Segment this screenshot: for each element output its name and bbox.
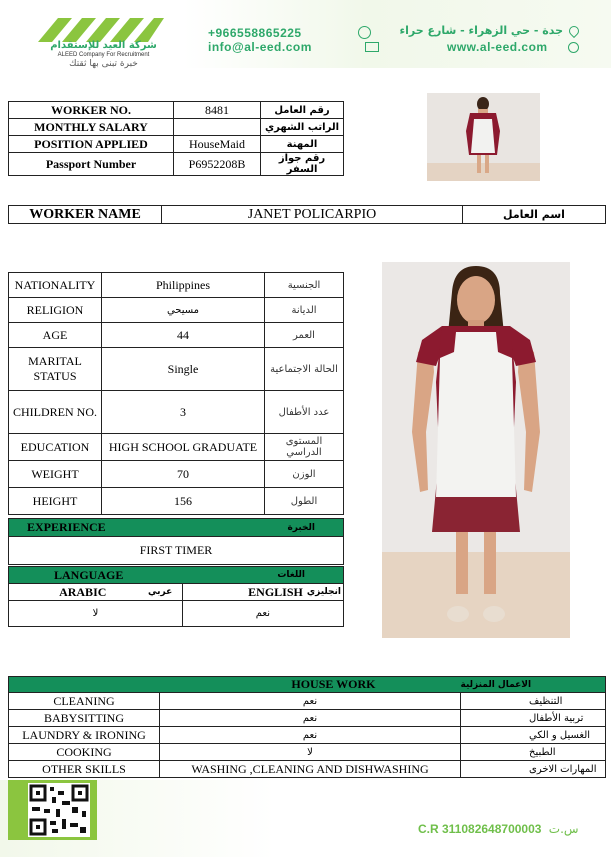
summary-label: MONTHLY SALARY <box>9 119 174 136</box>
detail-label: EDUCATION <box>9 434 102 461</box>
table-row <box>9 677 606 693</box>
table-row <box>9 710 606 727</box>
company-slogan: خبرة تبنى بها ثقتك <box>69 59 138 69</box>
detail-label-ar: العمر <box>265 323 344 348</box>
language-header: LANGUAGE <box>9 567 183 584</box>
summary-value: P6952208B <box>174 153 261 176</box>
worker-name-label: WORKER NAME <box>9 206 162 224</box>
detail-label-ar: الطول <box>265 488 344 515</box>
detail-value: 44 <box>102 323 265 348</box>
details-table <box>8 272 344 515</box>
table-row <box>9 298 344 323</box>
worker-name-label-ar: اسم العامل <box>463 206 606 224</box>
table-row <box>9 348 344 391</box>
summary-label-ar: الراتب الشهري <box>261 119 344 136</box>
table-row <box>9 693 606 710</box>
table-row <box>9 102 344 119</box>
detail-value: Philippines <box>102 273 265 298</box>
table-row <box>9 761 606 778</box>
detail-label: RELIGION <box>9 298 102 323</box>
cr-label-ar: س.ت <box>548 822 579 836</box>
table-row <box>9 391 344 434</box>
arabic-value: لا <box>9 601 183 627</box>
house-work-label-ar: المهارات الاخرى <box>461 761 606 778</box>
phone-number: +966558865225 <box>208 26 302 40</box>
table-row <box>9 119 344 136</box>
language-header-ar: اللغات <box>182 567 343 584</box>
experience-table <box>8 518 344 565</box>
summary-label-ar: رقم جواز السفر <box>261 153 344 176</box>
experience-header-ar: الخبرة <box>220 519 344 537</box>
house-work-table <box>8 676 606 778</box>
whatsapp-icon <box>358 26 371 39</box>
house-work-header: HOUSE WORK <box>9 677 461 693</box>
commercial-registration <box>418 822 579 836</box>
summary-label: POSITION APPLIED <box>9 136 174 153</box>
house-work-header-ar: الاعمال المنزلية <box>461 677 606 693</box>
detail-label-ar: عدد الأطفال <box>265 391 344 434</box>
house-work-label-ar: الطبيخ <box>461 744 606 761</box>
arabic-label: ARABIC <box>9 584 139 601</box>
table-row <box>9 519 344 537</box>
table-row <box>9 567 344 584</box>
table-row <box>9 601 344 627</box>
table-row <box>9 206 606 224</box>
detail-label: HEIGHT <box>9 488 102 515</box>
address: جدة - حي الزهراء - شارع حراء <box>399 24 563 37</box>
company-name-en: ALEED Company For Recruitment <box>57 52 150 58</box>
globe-icon <box>568 42 579 53</box>
email: info@al-eed.com <box>208 40 312 54</box>
detail-label-ar: الديانة <box>265 298 344 323</box>
summary-value: 8481 <box>174 102 261 119</box>
house-work-label: LAUNDRY & IRONING <box>9 727 160 744</box>
english-value: نعم <box>182 601 343 627</box>
english-label: ENGLISH <box>182 584 305 601</box>
qr-code-icon <box>28 783 90 837</box>
worker-photo-large <box>382 262 570 638</box>
summary-value: HouseMaid <box>174 136 261 153</box>
table-row <box>9 537 344 565</box>
table-row <box>9 434 344 461</box>
table-row <box>9 488 344 515</box>
summary-label-ar: رقم العامل <box>261 102 344 119</box>
detail-label-ar: الجنسية <box>265 273 344 298</box>
website: www.al-eed.com <box>447 40 548 54</box>
house-work-label: OTHER SKILLS <box>9 761 160 778</box>
house-work-value: نعم <box>160 710 461 727</box>
worker-name-value: JANET POLICARPIO <box>162 206 463 224</box>
summary-label: Passport Number <box>9 153 174 176</box>
worker-photo-small <box>427 93 540 181</box>
cr-number: C.R 311082648700003 <box>418 822 542 836</box>
detail-label: AGE <box>9 323 102 348</box>
detail-label: WEIGHT <box>9 461 102 488</box>
table-row <box>9 323 344 348</box>
company-name-ar: شركة العيد للإستقدام <box>50 40 157 51</box>
experience-header: EXPERIENCE <box>9 519 220 537</box>
detail-label: MARITAL STATUS <box>9 348 102 391</box>
summary-label-ar: المهنة <box>261 136 344 153</box>
arabic-label-ar: عربي <box>138 584 182 601</box>
table-row <box>9 744 606 761</box>
english-label-ar: انجليزي <box>305 584 344 601</box>
house-work-label: COOKING <box>9 744 160 761</box>
table-row <box>9 273 344 298</box>
house-work-value: WASHING ,CLEANING AND DISHWASHING <box>160 761 461 778</box>
house-work-label: CLEANING <box>9 693 160 710</box>
table-row <box>9 461 344 488</box>
detail-value: Single <box>102 348 265 391</box>
detail-label-ar: الحالة الاجتماعية <box>265 348 344 391</box>
summary-value <box>174 119 261 136</box>
language-table <box>8 566 344 627</box>
detail-label: CHILDREN NO. <box>9 391 102 434</box>
detail-value: 70 <box>102 461 265 488</box>
detail-value: مسيحي <box>102 298 265 323</box>
house-work-value: لا <box>160 744 461 761</box>
table-row <box>9 727 606 744</box>
detail-value: HIGH SCHOOL GRADUATE <box>102 434 265 461</box>
house-work-value: نعم <box>160 693 461 710</box>
mail-icon <box>365 42 379 52</box>
detail-label-ar: المستوى الدراسي <box>265 434 344 461</box>
summary-label: WORKER NO. <box>9 102 174 119</box>
house-work-label-ar: التنظيف <box>461 693 606 710</box>
detail-label-ar: الوزن <box>265 461 344 488</box>
house-work-value: نعم <box>160 727 461 744</box>
table-row <box>9 584 344 601</box>
house-work-label-ar: تربية الأطفال <box>461 710 606 727</box>
experience-value: FIRST TIMER <box>9 537 344 565</box>
detail-value: 156 <box>102 488 265 515</box>
house-work-label: BABYSITTING <box>9 710 160 727</box>
worker-name-table <box>8 205 606 224</box>
summary-table <box>8 101 344 176</box>
table-row <box>9 153 344 176</box>
detail-value: 3 <box>102 391 265 434</box>
table-row <box>9 136 344 153</box>
detail-label: NATIONALITY <box>9 273 102 298</box>
house-work-label-ar: الغسيل و الكي <box>461 727 606 744</box>
